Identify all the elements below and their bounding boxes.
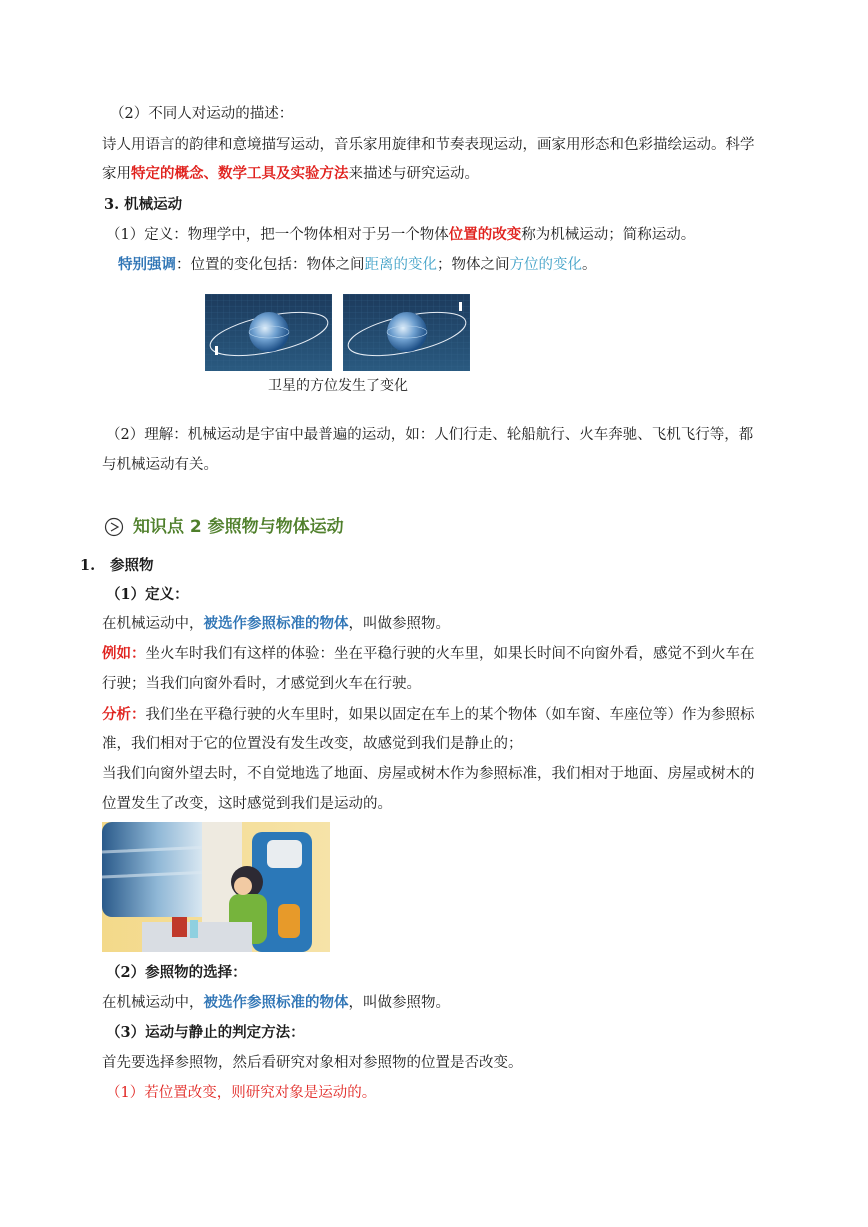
train-passenger-illustration <box>102 822 330 952</box>
analysis-line: 当我们向窗外望去时，不自觉地选了地面、房屋或树木作为参照标准，我们相对于地面、房屋或树木的 <box>102 766 755 782</box>
judgement-text: 首先要选择参照物，然后看研究对象相对参照物的位置是否改变。 <box>102 1055 523 1071</box>
selection-text: 在机械运动中，被选作参照标准的物体，叫做参照物。 <box>102 994 450 1011</box>
analysis-line: 准，我们相对于它的位置没有发生改变，故感觉到我们是静止的； <box>102 736 523 752</box>
satellite-orbit-image-1 <box>205 294 332 371</box>
emphasis-reference-standard: 被选作参照标准的物体 <box>203 615 349 632</box>
definition-title: （1）定义： <box>106 586 189 603</box>
emphasis-methods: 特定的概念、数学工具及实验方法 <box>131 165 349 182</box>
item-title-reference-object: 参照物 <box>110 557 154 574</box>
understanding-line: 与机械运动有关。 <box>102 457 218 473</box>
subsection-title-descriptions: （2）不同人对运动的描述： <box>110 106 294 122</box>
example-label: 例如： <box>102 645 146 662</box>
judgement-case-1: （1）若位置改变，则研究对象是运动的。 <box>106 1085 377 1101</box>
play-circle-icon <box>104 517 124 537</box>
definition-line: （1）定义：物理学中，把一个物体相对于另一个物体位置的改变称为机械运动；简称运动。 <box>106 226 696 243</box>
example-line: 行驶；当我们向窗外看时，才感觉到火车在行驶。 <box>102 676 421 692</box>
emphasis-position-change: 位置的改变 <box>448 226 522 243</box>
emphasis-direction-change: 方位的变化 <box>509 257 582 273</box>
paragraph-line: 诗人用语言的韵律和意境描写运动，音乐家用旋律和节奏表现运动，画家用形态和色彩描绘运动。科学 <box>102 137 755 153</box>
knowledge-point-heading: 知识点 2 参照物与物体运动 <box>133 517 344 537</box>
analysis-label: 分析： <box>102 706 146 723</box>
emphasis-reference-standard: 被选作参照标准的物体 <box>203 994 349 1011</box>
definition-text: 在机械运动中，被选作参照标准的物体，叫做参照物。 <box>102 615 450 632</box>
figure-caption: 卫星的方位发生了变化 <box>268 378 408 394</box>
section-heading-mechanical-motion: 3. 机械运动 <box>104 196 183 213</box>
understanding-line: （2）理解：机械运动是宇宙中最普遍的运动，如：人们行走、轮船航行、火车奔驰、飞机飞行等，都 <box>106 427 754 443</box>
judgement-title: （3）运动与静止的判定方法： <box>106 1024 305 1041</box>
satellite-orbit-image-2 <box>343 294 470 371</box>
example-line: 例如：坐火车时我们有这样的体验：坐在平稳行驶的火车里，如果长时间不向窗外看，感觉不到火车在 <box>102 645 755 662</box>
note-line: 特别强调：位置的变化包括：物体之间距离的变化；物体之间方位的变化。 <box>118 256 597 273</box>
note-label: 特别强调 <box>118 256 176 273</box>
list-number: 1. <box>80 557 96 574</box>
analysis-line: 分析：我们坐在平稳行驶的火车里时，如果以固定在车上的某个物体（如车窗、车座位等）作为参照标 <box>102 706 755 723</box>
paragraph-line: 家用特定的概念、数学工具及实验方法来描述与研究运动。 <box>102 165 479 182</box>
analysis-line: 位置发生了改变，这时感觉到我们是运动的。 <box>102 796 392 812</box>
emphasis-distance-change: 距离的变化 <box>364 257 437 273</box>
selection-title: （2）参照物的选择： <box>106 964 247 981</box>
